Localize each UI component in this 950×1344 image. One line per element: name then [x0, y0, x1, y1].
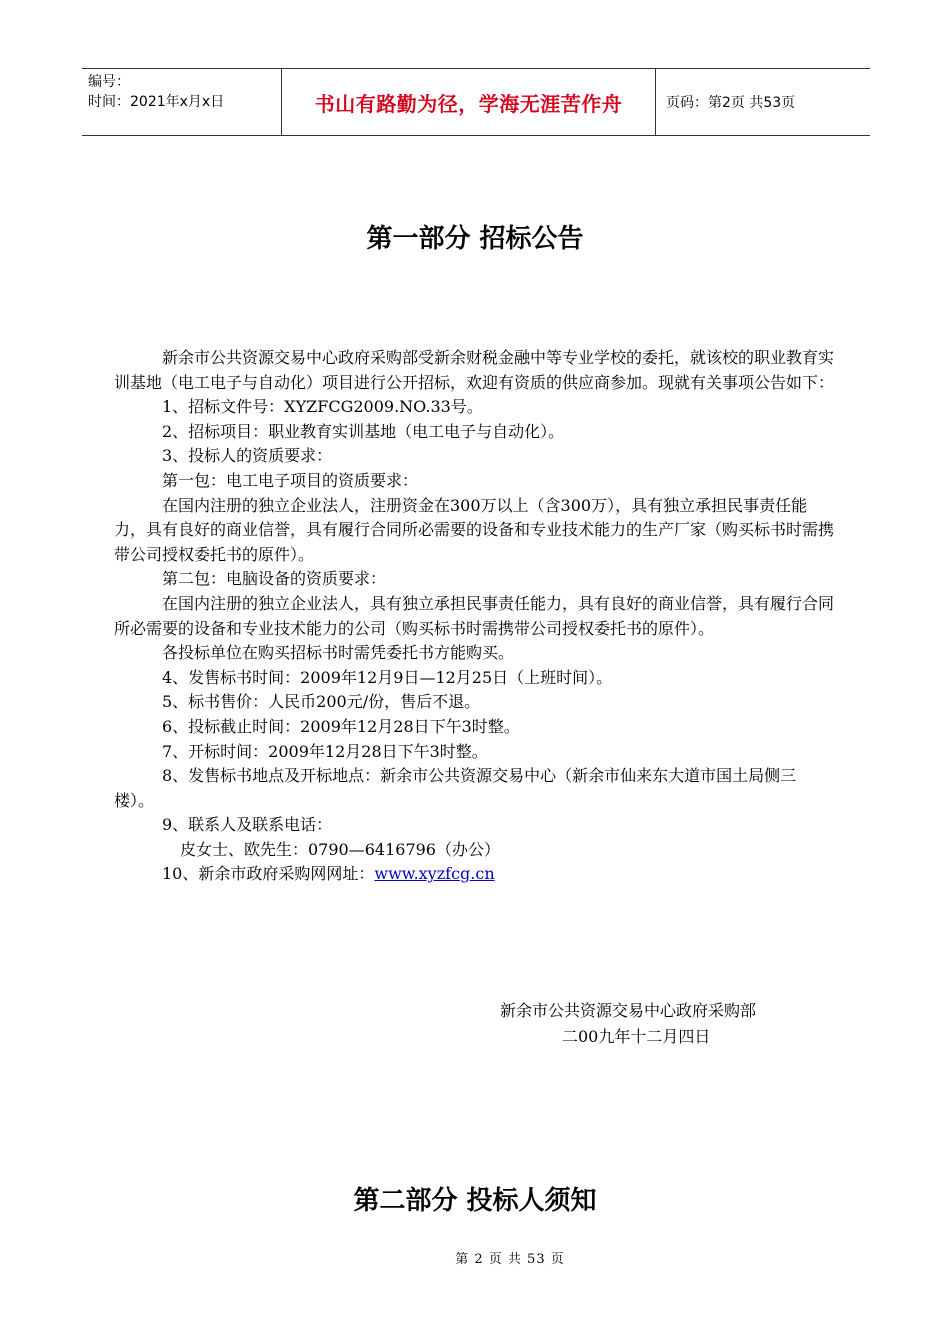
item-10-label: 10、新余市政府采购网网址： — [162, 864, 375, 884]
item-1: 1、招标文件号：XYZFCG2009.NO.33号。 — [162, 397, 483, 417]
item-3: 3、投标人的资质要求： — [162, 446, 333, 466]
package-2-text: 在国内注册的独立企业法人，具有独立承担民事责任能力，具有良好的商业信誉，具有履行合同所必需要的设备和专业技术能力的公司（购买标书时需携带公司授权委托书的原件）。 — [114, 593, 835, 638]
website-link[interactable]: www.xyzfcg.cn — [374, 864, 495, 884]
package-1-title: 第一包：电工电子项目的资质要求： — [162, 470, 419, 490]
package-2-title: 第二包：电脑设备的资质要求： — [162, 569, 387, 589]
item-6: 6、投标截止时间：2009年12月28日下午3时整。 — [162, 716, 520, 736]
signature-date: 二00九年十二月四日 — [562, 1027, 711, 1046]
item-10 — [114, 862, 836, 887]
header-time: 时间：2021年x月x日 — [88, 94, 225, 110]
page-footer: 第 2 页 共 53 页 — [455, 1252, 565, 1267]
intro-paragraph: 新余市公共资源交易中心政府采购部受新余财税金融中等专业学校的委托，就该校的职业教育实训基地（电工电子与自动化）项目进行公开招标，欢迎有资质的供应商参加。现就有关事项公告如下： — [114, 348, 835, 392]
item-8: 8、发售标书地点及开标地点：新余市公共资源交易中心（新余市仙来东大道市国土局侧三楼）。 — [114, 766, 797, 810]
announcement-body — [114, 346, 836, 887]
item-5: 5、标书售价：人民币200元/份，售后不退。 — [162, 692, 481, 712]
item-2: 2、招标项目：职业教育实训基地（电工电子与自动化）。 — [162, 421, 565, 441]
item-4: 4、发售标书时间：2009年12月9日—12月25日（上班时间）。 — [162, 667, 613, 687]
part1-title: 第一部分 招标公告 — [366, 224, 584, 254]
header-page-info: 页码：第2页 共53页 — [666, 95, 796, 111]
item-9: 9、联系人及联系电话： — [162, 815, 333, 835]
purchase-note: 各投标单位在购买招标书时需凭委托书方能购买。 — [162, 643, 515, 663]
header-motto: 书山有路勤为径，学海无涯苦作舟 — [282, 69, 656, 135]
contact-line: 皮女士、欧先生：0790—6416796（办公） — [180, 839, 500, 859]
signature-org: 新余市公共资源交易中心政府采购部 — [500, 1001, 757, 1020]
page-header — [82, 68, 870, 136]
header-number: 编号： — [88, 74, 130, 90]
header-meta — [82, 69, 282, 135]
item-7: 7、开标时间：2009年12月28日下午3时整。 — [162, 741, 488, 761]
part2-title: 第二部分 投标人须知 — [353, 1186, 597, 1216]
package-1-text: 在国内注册的独立企业法人，注册资金在300万以上（含300万），具有独立承担民事责任能力，具有良好的商业信誉，具有履行合同所必需要的设备和专业技术能力的生产厂家（购买标书时需携带公司授权委托书的原件）。 — [114, 495, 835, 564]
